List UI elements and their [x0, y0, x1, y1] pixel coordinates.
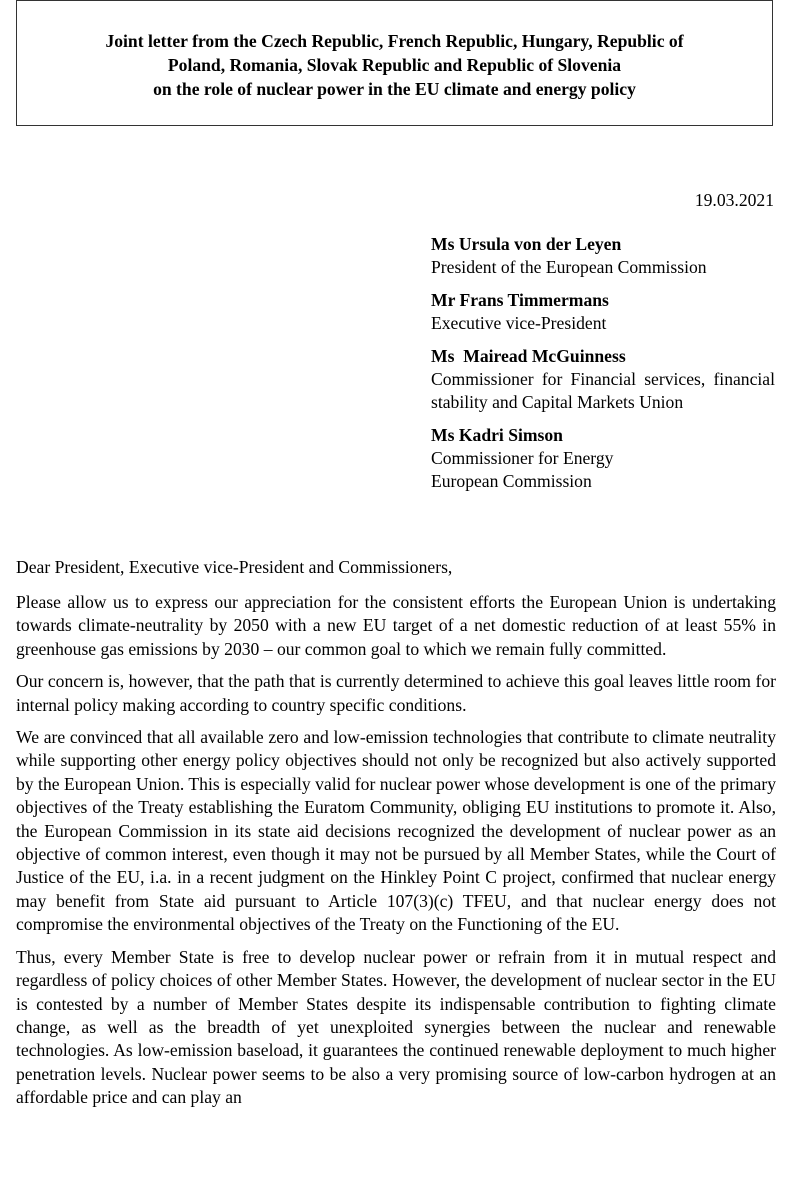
recipients-block [431, 233, 775, 503]
salutation: Dear President, Executive vice-President and Commissioners, [16, 557, 453, 577]
recipient-role: President of the European Commission [431, 257, 707, 277]
recipient-name: Ms Ursula von der Leyen [431, 234, 622, 254]
recipient-role: Commissioner for Financial services, financial stability and Capital Markets Union [431, 369, 775, 412]
recipient-mcguinness [431, 345, 775, 414]
recipient-name: Ms Kadri Simson [431, 425, 563, 445]
recipient-name: Mr Frans Timmermans [431, 290, 609, 310]
letter-title-line: Poland, Romania, Slovak Republic and Republic of Slovenia [167, 55, 622, 75]
recipient-organisation: European Commission [431, 471, 592, 491]
body-paragraph: Thus, every Member State is free to develop nuclear power or refrain from it in mutual respect and regardless of policy choices of other Member States. However, the development of nuclear sector in the EU is contested by a number of Member States despite its indispensable contribution to fighting climate change, as well as the breadth of yet unexploited synergies between the nuclear and renewable technologies. As low-emission baseload, it guarantees the continued renewable deployment to much higher penetration levels. Nuclear power seems to be also a very promising source of low-carbon hydrogen at an affordable price and can play an [16, 946, 776, 1108]
recipient-timmermans [431, 289, 775, 335]
recipient-name: Ms Mairead McGuinness [431, 346, 626, 366]
recipient-role: Executive vice-President [431, 313, 607, 333]
recipient-simson [431, 424, 775, 493]
body-paragraph: Please allow us to express our appreciation for the consistent efforts the European Union is undertaking towards climate-neutrality by 2050 with a new EU target of a net domestic reduction of at least 55% in greenhouse gas emissions by 2030 – our common goal to which we remain fully committed. [16, 592, 776, 659]
body-paragraph: We are convinced that all available zero and low-emission technologies that contribute to climate neutrality while supporting other energy policy objectives should not only be recognized but also actively supported by the European Union. This is especially valid for nuclear power whose development is one of the primary objectives of the Treaty establishing the Euratom Community, obliging EU institutions to promote it. Also, the European Commission in its state aid decisions recognized the development of nuclear power as an objective of common interest, even though it may not be pursued by all Member States, while the Court of Justice of the EU, i.a. in a recent judgment on the Hinkley Point C project, confirmed that nuclear energy may benefit from State aid pursuant to Article 107(3)(c) TFEU, and that nuclear energy does not compromise the environmental objectives of the Treaty on the Functioning of the EU. [16, 727, 776, 935]
letter-title-line: Joint letter from the Czech Republic, French Republic, Hungary, Republic of [105, 31, 684, 51]
recipient-role: Commissioner for Energy [431, 448, 614, 468]
recipient-von-der-leyen [431, 233, 775, 279]
letter-date: 19.03.2021 [694, 190, 774, 210]
letter-title-line: on the role of nuclear power in the EU climate and energy policy [153, 79, 636, 99]
letter-title-box [16, 0, 773, 126]
letter-body [16, 555, 776, 1119]
body-paragraph: Our concern is, however, that the path that is currently determined to achieve this goal leaves little room for internal policy making according to country specific conditions. [16, 671, 776, 715]
